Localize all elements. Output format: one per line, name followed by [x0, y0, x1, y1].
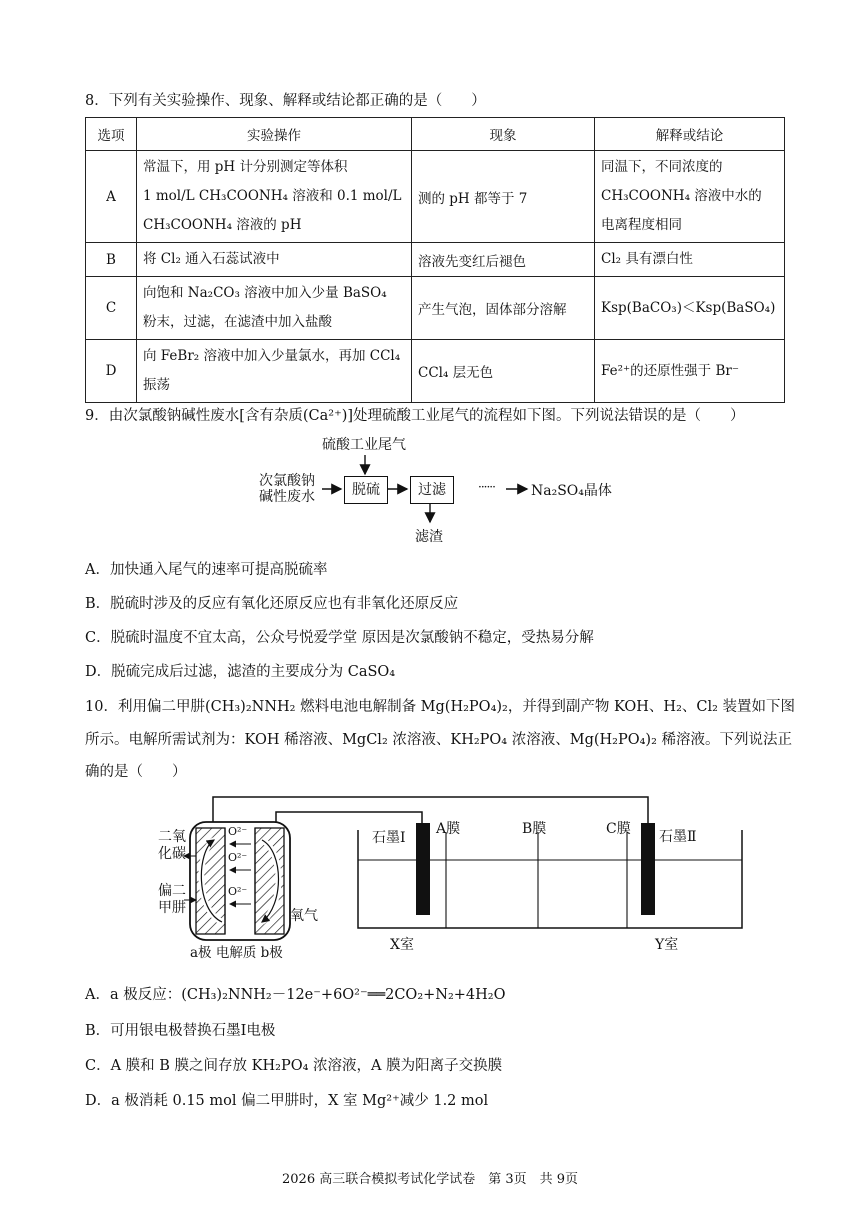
- conclusion-line: 电离程度相同: [601, 217, 682, 233]
- label-oxygen: 氧气: [290, 908, 318, 924]
- label-o2-ion: O²⁻: [228, 851, 248, 864]
- operation-line: CH₃COONH₄ 溶液的 pH: [143, 217, 302, 233]
- row-phenomenon: 溶液先变红后褪色: [412, 243, 595, 277]
- q10-option-b: B．可用银电极替换石墨Ⅰ电极: [85, 1023, 276, 1039]
- operation-line: 常温下，用 pH 计分别测定等体积: [143, 159, 348, 175]
- label-fuel-line: 偏二: [158, 883, 186, 899]
- operation-line: 1 mol/L CH₃COONH₄ 溶液和 0.1 mol/L: [143, 188, 402, 204]
- row-phenomenon: 产生气泡，固体部分溶解: [412, 277, 595, 340]
- q9-option-a: A．加快通入尾气的速率可提高脱硫率: [85, 562, 328, 578]
- row-phenomenon: 测的 pH 都等于 7: [412, 151, 595, 243]
- q10-option-a: A．a 极反应：(CH₃)₂NNH₂－12e⁻+6O²⁻══2CO₂+N₂+4H₂O: [85, 987, 506, 1003]
- flow-bottom-output: 滤渣: [415, 529, 443, 545]
- q8-stem: 8．下列有关实验操作、现象、解释或结论都正确的是（ ）: [85, 93, 486, 109]
- label-o2-ion: O²⁻: [228, 885, 248, 898]
- q9-option-d: D．脱硫完成后过滤，滤渣的主要成分为 CaSO₄: [85, 664, 396, 680]
- conclusion-line: Cl₂ 具有漂白性: [601, 251, 693, 267]
- q10-option-d: D．a 极消耗 0.15 mol 偏二甲肼时，X 室 Mg²⁺减少 1.2 mol: [85, 1093, 489, 1109]
- operation-line: 粉末，过滤，在滤渣中加入盐酸: [143, 314, 332, 330]
- flow-dots: ······: [478, 480, 495, 494]
- label-fuel: [158, 883, 186, 917]
- flow-step-desulfurize: 脱硫: [344, 476, 388, 504]
- label-graphite-2: 石墨Ⅱ: [659, 829, 697, 845]
- conclusion-line: 同温下，不同浓度的: [601, 159, 723, 175]
- operation-line: 向饱和 Na₂CO₃ 溶液中加入少量 BaSO₄: [143, 285, 387, 301]
- q10-stem-line: 10．利用偏二甲肼(CH₃)₂NNH₂ 燃料电池电解制备 Mg(H₂PO₄)₂，并得到副产物 KOH、H₂、Cl₂ 装置如下图: [85, 699, 796, 715]
- q9-option-c: C．脱硫时温度不宜太高，公众号悦爱学堂 原因是次氯酸钠不稳定，受热易分解: [85, 630, 594, 646]
- conclusion-line: Ksp(BaCO₃)＜Ksp(BaSO₄): [601, 299, 776, 316]
- label-membrane-a: A膜: [436, 821, 461, 837]
- row-option: C: [86, 277, 137, 340]
- q9-option-b: B．脱硫时涉及的反应有氧化还原反应也有非氧化还原反应: [85, 596, 459, 612]
- label-graphite-1: 石墨Ⅰ: [372, 830, 406, 846]
- q10-stem-line: 所示。电解所需试剂为：KOH 稀溶液、MgCl₂ 浓溶液、KH₂PO₄ 浓溶液、Mg(H₂PO₄)₂ 稀溶液。下列说法正: [85, 732, 792, 748]
- operation-line: 振荡: [143, 377, 170, 393]
- header-option: 选项: [86, 118, 137, 151]
- conclusion-line: Fe²⁺的还原性强于 Br⁻: [601, 362, 739, 379]
- q10-stem-line: 确的是（ ）: [85, 764, 187, 780]
- label-room-y: Y室: [655, 937, 679, 953]
- q9-stem: 9．由次氯酸钠碱性废水[含有杂质(Ca²⁺)]处理硫酸工业尾气的流程如下图。下列说法错误的是（ ）: [85, 408, 745, 424]
- operation-line: 向 FeBr₂ 溶液中加入少量氯水，再加 CCl₄: [143, 348, 401, 364]
- row-phenomenon: CCl₄ 层无色: [412, 340, 595, 403]
- label-membrane-b: B膜: [522, 821, 547, 837]
- header-operation: 实验操作: [137, 118, 412, 151]
- label-room-x: X室: [390, 937, 414, 953]
- label-membrane-c: C膜: [606, 821, 631, 837]
- flow-left-input-line: 碱性废水: [259, 489, 315, 505]
- label-co2-line: 化碳: [158, 846, 186, 862]
- conclusion-line: CH₃COONH₄ 溶液中水的: [601, 188, 762, 204]
- header-phenomenon: 现象: [412, 118, 595, 151]
- row-option: A: [86, 151, 137, 243]
- label-electrodes: a极 电解质 b极: [190, 945, 283, 961]
- flow-top-input: 硫酸工业尾气: [322, 437, 406, 453]
- operation-line: 将 Cl₂ 通入石蕊试液中: [143, 251, 280, 267]
- row-option: B: [86, 243, 137, 277]
- flow-left-input-line: 次氯酸钠: [259, 473, 315, 489]
- label-o2-ion: O²⁻: [228, 825, 248, 838]
- label-co2-line: 二氧: [158, 829, 186, 845]
- q10-option-c: C．A 膜和 B 膜之间存放 KH₂PO₄ 浓溶液，A 膜为阳离子交换膜: [85, 1058, 503, 1074]
- label-fuel-line: 甲肼: [158, 900, 186, 916]
- row-option: D: [86, 340, 137, 403]
- header-conclusion: 解释或结论: [595, 118, 785, 151]
- flow-product: Na₂SO₄晶体: [531, 483, 612, 499]
- page-footer: 2026 高三联合模拟考试化学试卷 第 3页 共 9页: [282, 1172, 579, 1187]
- label-co2: [158, 829, 186, 863]
- flow-step-filter: 过滤: [410, 476, 454, 504]
